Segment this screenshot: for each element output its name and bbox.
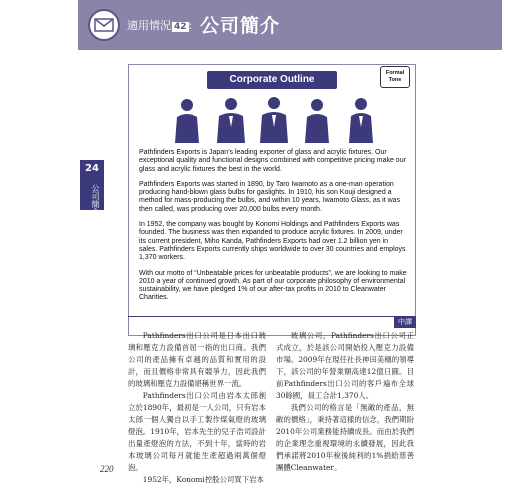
figure-title: Corporate Outline	[207, 71, 337, 89]
corporate-outline-figure	[128, 64, 416, 336]
translation-right-column	[276, 330, 414, 474]
figure-body-text	[139, 149, 407, 310]
figure-paragraph: With our motto of “Unbeatable prices for unbeatable products”, we are looking to make 2010 a year of continued growth. As part of our corporate philosophy of environmental sustainability, we have pledged 1% of our after-tax profits in 2010 to Cleanwater Charities.	[139, 269, 407, 302]
translation-paragraph: Pathfinders出口公司由岩本太郎創立於1890年，最初是一人公司，只有岩本太郎一個人獨自以手工製作煤氣燈的玻璃燈泡。1910年，岩本先生的兒子浩司設計出量產燈泡的方法，不到十年，當時的岩本玻璃公司每月就能生產超過兩萬個燈泡。	[128, 391, 266, 472]
page-title: 公司簡介	[200, 15, 281, 37]
translation-tag: 中譯	[394, 316, 416, 328]
translation-paragraph: 我們公司的格言是「無敵的產品，無敵的價格」，秉持著這樣的信念，我們期盼2010年公司業務能持續成長。而由於我們的企業理念重視環境的永續發展，因此我們承諾將2010年稅後純利的1%捐給慈善團體Cleanwater。	[276, 403, 414, 472]
section-label: 適用情況 42 :	[127, 19, 193, 32]
page-number: 220	[100, 464, 114, 474]
mail-icon	[88, 9, 120, 41]
business-people-illustration	[159, 97, 389, 143]
translation-paragraph: 1952年，Konomi控股公司買下岩本	[142, 475, 264, 484]
figure-paragraph: Pathfinders Exports is Japan’s leading exporter of glass and acrylic fixtures. Our exceptional quality and functional designs combined with competitive pricing make our glass and acrylic fixtures the best in the world.	[139, 149, 406, 173]
translation-paragraph: 玻璃公司，Pathfinders出口公司正式成立，於是該公司開始投入壓克力設備市場。2009年在現任社長神田美穗的領導下，該公司的年營業額高達12億日圓。目前Pathfinders出口公司的客戶遍布全球30餘國，員工合計1,370人。	[276, 331, 414, 400]
translation-paragraph: Pathfinders出口公司是日本出口玻璃和壓克力設備首屈一指的出口商。我們公司的產品擁有卓越的品質和實用的設計，而且價格非常具有競爭力，因此我們的玻璃和壓克力設備堪稱世界一流。	[128, 331, 266, 388]
translation-divider	[128, 316, 416, 328]
section-number: 42	[174, 22, 187, 32]
side-tab-label: 公司簡介	[91, 184, 100, 216]
translation-left-column	[128, 330, 266, 486]
figure-paragraph: Pathfinders Exports was started in 1890, by Taro Iwamoto as a one-man operation producing hand-blown glass bulbs for gaslights. In 1910, his son Kouji designed a method for mass-producing the bulbs, and within 10 years, Iwamoto Glass, as it was then called, was producing over 20,000 bulbs every month.	[139, 180, 401, 213]
side-tab-number: 24	[85, 163, 99, 174]
formal-tone-tag: Formal Tone	[380, 66, 410, 88]
figure-paragraph: In 1952, the company was bought by Konomi Holdings and Pathfinders Exports was founded. The business was then expanded to produce acrylic fixtures. In 2009, under its current president, Miho Kanda, Pathfinders Exports had over 1.2 billion yen in sales. Pathfinders Exports currently ships worldwide to over 30 countries and employs 1,370 workers.	[139, 221, 406, 262]
